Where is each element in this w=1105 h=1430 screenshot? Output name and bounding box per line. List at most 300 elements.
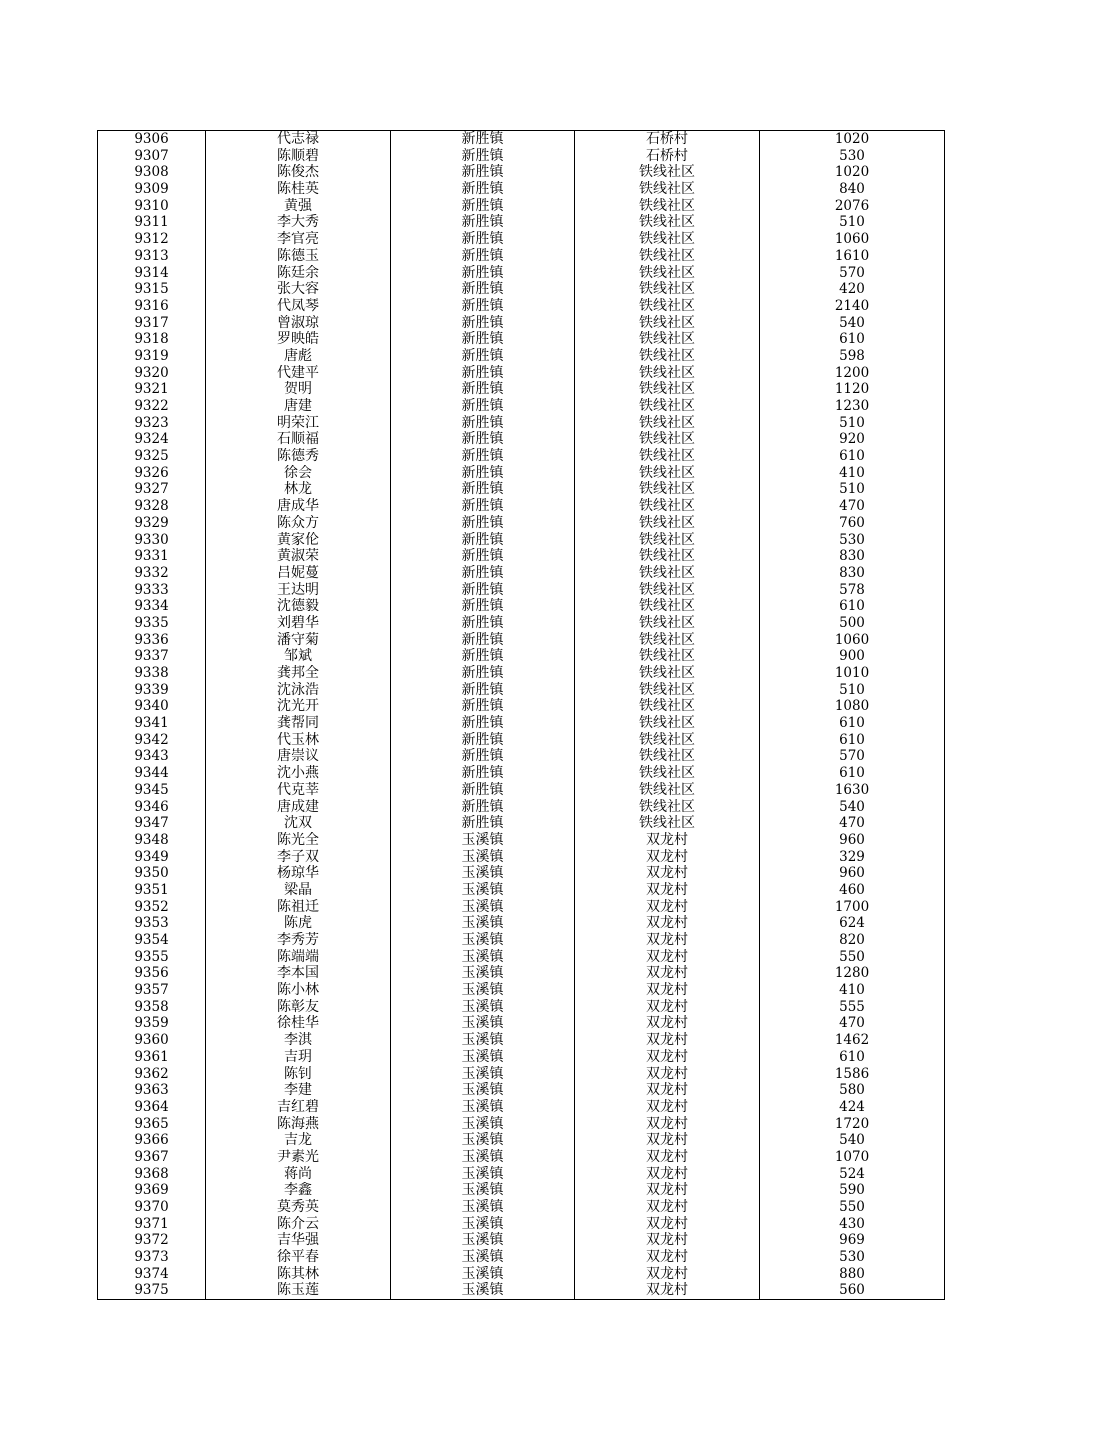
- cell-amount: 1462: [760, 1032, 945, 1049]
- table-row: [98, 832, 945, 849]
- cell-amount: 1586: [760, 1066, 945, 1083]
- cell-id: 9339: [98, 682, 206, 699]
- table-row: [98, 682, 945, 699]
- cell-community: 双龙村: [575, 1032, 760, 1049]
- cell-name: 梁晶: [206, 882, 391, 899]
- cell-amount: 510: [760, 415, 945, 432]
- table-row: [98, 782, 945, 799]
- cell-name: 唐崇议: [206, 748, 391, 765]
- table-row: [98, 431, 945, 448]
- cell-id: 9334: [98, 598, 206, 615]
- cell-id: 9315: [98, 281, 206, 298]
- cell-id: 9309: [98, 181, 206, 198]
- cell-town: 玉溪镇: [391, 1116, 575, 1133]
- cell-community: 双龙村: [575, 1149, 760, 1166]
- cell-town: 新胜镇: [391, 398, 575, 415]
- cell-town: 玉溪镇: [391, 849, 575, 866]
- cell-community: 双龙村: [575, 1099, 760, 1116]
- cell-amount: 1630: [760, 782, 945, 799]
- cell-amount: 550: [760, 949, 945, 966]
- cell-town: 新胜镇: [391, 281, 575, 298]
- table-row: [98, 1132, 945, 1149]
- cell-town: 新胜镇: [391, 698, 575, 715]
- cell-id: 9330: [98, 532, 206, 549]
- cell-id: 9344: [98, 765, 206, 782]
- cell-amount: 460: [760, 882, 945, 899]
- cell-id: 9372: [98, 1232, 206, 1249]
- cell-town: 玉溪镇: [391, 1282, 575, 1299]
- table-row: [98, 882, 945, 899]
- cell-amount: 410: [760, 465, 945, 482]
- cell-town: 新胜镇: [391, 331, 575, 348]
- cell-town: 玉溪镇: [391, 999, 575, 1016]
- cell-name: 代志禄: [206, 131, 391, 148]
- table-row: [98, 1049, 945, 1066]
- cell-amount: 760: [760, 515, 945, 532]
- table-body: [98, 131, 945, 1300]
- table-row: [98, 732, 945, 749]
- cell-community: 双龙村: [575, 982, 760, 999]
- cell-amount: 1010: [760, 665, 945, 682]
- cell-town: 玉溪镇: [391, 1182, 575, 1199]
- cell-id: 9314: [98, 265, 206, 282]
- cell-name: 李建: [206, 1082, 391, 1099]
- cell-town: 新胜镇: [391, 181, 575, 198]
- cell-town: 玉溪镇: [391, 982, 575, 999]
- cell-town: 新胜镇: [391, 148, 575, 165]
- cell-amount: 1720: [760, 1116, 945, 1133]
- cell-id: 9322: [98, 398, 206, 415]
- cell-name: 贺明: [206, 381, 391, 398]
- cell-community: 铁线社区: [575, 398, 760, 415]
- cell-amount: 530: [760, 148, 945, 165]
- table-row: [98, 632, 945, 649]
- cell-town: 新胜镇: [391, 765, 575, 782]
- cell-community: 铁线社区: [575, 198, 760, 215]
- cell-community: 铁线社区: [575, 815, 760, 832]
- cell-name: 陈介云: [206, 1216, 391, 1233]
- cell-community: 铁线社区: [575, 698, 760, 715]
- table-row: [98, 1282, 945, 1299]
- cell-name: 杨琼华: [206, 865, 391, 882]
- cell-id: 9319: [98, 348, 206, 365]
- cell-community: 双龙村: [575, 1249, 760, 1266]
- cell-community: 铁线社区: [575, 181, 760, 198]
- table-row: [98, 1082, 945, 1099]
- cell-community: 铁线社区: [575, 281, 760, 298]
- cell-town: 新胜镇: [391, 381, 575, 398]
- cell-id: 9348: [98, 832, 206, 849]
- cell-id: 9325: [98, 448, 206, 465]
- cell-town: 玉溪镇: [391, 1232, 575, 1249]
- cell-town: 新胜镇: [391, 365, 575, 382]
- cell-community: 铁线社区: [575, 582, 760, 599]
- cell-community: 铁线社区: [575, 665, 760, 682]
- cell-amount: 830: [760, 548, 945, 565]
- table-row: [98, 198, 945, 215]
- cell-community: 双龙村: [575, 1182, 760, 1199]
- cell-name: 李淇: [206, 1032, 391, 1049]
- cell-name: 张大容: [206, 281, 391, 298]
- cell-community: 双龙村: [575, 1282, 760, 1299]
- cell-id: 9341: [98, 715, 206, 732]
- table-row: [98, 465, 945, 482]
- cell-amount: 900: [760, 648, 945, 665]
- cell-town: 玉溪镇: [391, 1049, 575, 1066]
- table-row: [98, 365, 945, 382]
- cell-id: 9354: [98, 932, 206, 949]
- cell-community: 铁线社区: [575, 448, 760, 465]
- cell-name: 沈泳浩: [206, 682, 391, 699]
- cell-amount: 1230: [760, 398, 945, 415]
- cell-name: 潘守菊: [206, 632, 391, 649]
- table-row: [98, 1015, 945, 1032]
- cell-amount: 590: [760, 1182, 945, 1199]
- cell-id: 9307: [98, 148, 206, 165]
- table-row: [98, 748, 945, 765]
- cell-id: 9338: [98, 665, 206, 682]
- cell-town: 新胜镇: [391, 481, 575, 498]
- cell-community: 铁线社区: [575, 164, 760, 181]
- table-row: [98, 265, 945, 282]
- cell-id: 9364: [98, 1099, 206, 1116]
- cell-name: 明荣江: [206, 415, 391, 432]
- cell-amount: 470: [760, 498, 945, 515]
- table-row: [98, 481, 945, 498]
- table-row: [98, 1149, 945, 1166]
- cell-amount: 578: [760, 582, 945, 599]
- cell-name: 沈光开: [206, 698, 391, 715]
- table-row: [98, 315, 945, 332]
- cell-community: 铁线社区: [575, 248, 760, 265]
- cell-community: 双龙村: [575, 915, 760, 932]
- table-row: [98, 799, 945, 816]
- cell-name: 徐桂华: [206, 1015, 391, 1032]
- table-row: [98, 1166, 945, 1183]
- cell-town: 玉溪镇: [391, 1216, 575, 1233]
- table-row: [98, 598, 945, 615]
- cell-amount: 1120: [760, 381, 945, 398]
- cell-id: 9324: [98, 431, 206, 448]
- cell-community: 铁线社区: [575, 481, 760, 498]
- cell-id: 9310: [98, 198, 206, 215]
- cell-amount: 610: [760, 1049, 945, 1066]
- cell-id: 9373: [98, 1249, 206, 1266]
- cell-name: 陈祖迁: [206, 899, 391, 916]
- cell-amount: 610: [760, 765, 945, 782]
- cell-name: 吉红碧: [206, 1099, 391, 1116]
- cell-name: 黄家伦: [206, 532, 391, 549]
- cell-amount: 598: [760, 348, 945, 365]
- cell-community: 铁线社区: [575, 732, 760, 749]
- cell-name: 莫秀英: [206, 1199, 391, 1216]
- cell-town: 新胜镇: [391, 648, 575, 665]
- cell-town: 新胜镇: [391, 598, 575, 615]
- cell-town: 玉溪镇: [391, 865, 575, 882]
- table-row: [98, 515, 945, 532]
- table-row: [98, 348, 945, 365]
- table-row: [98, 1216, 945, 1233]
- cell-town: 新胜镇: [391, 498, 575, 515]
- cell-community: 双龙村: [575, 1116, 760, 1133]
- cell-town: 玉溪镇: [391, 1266, 575, 1283]
- cell-community: 双龙村: [575, 899, 760, 916]
- cell-id: 9369: [98, 1182, 206, 1199]
- table-row: [98, 148, 945, 165]
- cell-name: 陈钊: [206, 1066, 391, 1083]
- cell-id: 9313: [98, 248, 206, 265]
- cell-town: 玉溪镇: [391, 932, 575, 949]
- cell-community: 铁线社区: [575, 598, 760, 615]
- cell-town: 新胜镇: [391, 315, 575, 332]
- cell-amount: 530: [760, 1249, 945, 1266]
- cell-town: 玉溪镇: [391, 965, 575, 982]
- cell-name: 唐成建: [206, 799, 391, 816]
- cell-id: 9328: [98, 498, 206, 515]
- cell-community: 铁线社区: [575, 381, 760, 398]
- cell-name: 陈彰友: [206, 999, 391, 1016]
- cell-amount: 510: [760, 481, 945, 498]
- cell-name: 陈廷余: [206, 265, 391, 282]
- cell-town: 新胜镇: [391, 164, 575, 181]
- cell-amount: 960: [760, 832, 945, 849]
- cell-name: 代凤琴: [206, 298, 391, 315]
- table-row: [98, 131, 945, 148]
- cell-amount: 920: [760, 431, 945, 448]
- cell-town: 新胜镇: [391, 265, 575, 282]
- cell-name: 吉龙: [206, 1132, 391, 1149]
- cell-id: 9311: [98, 214, 206, 231]
- table-row: [98, 615, 945, 632]
- cell-amount: 540: [760, 1132, 945, 1149]
- cell-town: 玉溪镇: [391, 1149, 575, 1166]
- cell-community: 双龙村: [575, 1049, 760, 1066]
- cell-name: 沈小燕: [206, 765, 391, 782]
- cell-amount: 500: [760, 615, 945, 632]
- cell-community: 双龙村: [575, 849, 760, 866]
- table-row: [98, 1249, 945, 1266]
- cell-town: 新胜镇: [391, 615, 575, 632]
- cell-amount: 570: [760, 748, 945, 765]
- cell-community: 双龙村: [575, 865, 760, 882]
- cell-id: 9332: [98, 565, 206, 582]
- cell-name: 沈德毅: [206, 598, 391, 615]
- cell-name: 陈桂英: [206, 181, 391, 198]
- cell-town: 玉溪镇: [391, 1132, 575, 1149]
- cell-name: 黄淑荣: [206, 548, 391, 565]
- cell-amount: 610: [760, 331, 945, 348]
- cell-name: 刘碧华: [206, 615, 391, 632]
- cell-name: 代克莘: [206, 782, 391, 799]
- cell-amount: 329: [760, 849, 945, 866]
- cell-town: 新胜镇: [391, 298, 575, 315]
- cell-id: 9331: [98, 548, 206, 565]
- cell-id: 9306: [98, 131, 206, 148]
- table-row: [98, 1266, 945, 1283]
- cell-id: 9368: [98, 1166, 206, 1183]
- cell-community: 双龙村: [575, 1216, 760, 1233]
- cell-id: 9336: [98, 632, 206, 649]
- cell-community: 铁线社区: [575, 715, 760, 732]
- cell-amount: 550: [760, 1199, 945, 1216]
- table-row: [98, 548, 945, 565]
- cell-id: 9374: [98, 1266, 206, 1283]
- cell-town: 新胜镇: [391, 448, 575, 465]
- table-row: [98, 899, 945, 916]
- cell-community: 双龙村: [575, 1232, 760, 1249]
- cell-community: 铁线社区: [575, 465, 760, 482]
- cell-id: 9320: [98, 365, 206, 382]
- cell-community: 铁线社区: [575, 765, 760, 782]
- cell-community: 双龙村: [575, 832, 760, 849]
- cell-town: 新胜镇: [391, 248, 575, 265]
- cell-name: 代建平: [206, 365, 391, 382]
- cell-id: 9346: [98, 799, 206, 816]
- cell-town: 玉溪镇: [391, 915, 575, 932]
- cell-id: 9318: [98, 331, 206, 348]
- cell-town: 新胜镇: [391, 632, 575, 649]
- cell-town: 新胜镇: [391, 748, 575, 765]
- cell-id: 9317: [98, 315, 206, 332]
- cell-name: 吕妮蔓: [206, 565, 391, 582]
- cell-amount: 610: [760, 715, 945, 732]
- cell-amount: 1060: [760, 231, 945, 248]
- cell-amount: 580: [760, 1082, 945, 1099]
- cell-amount: 540: [760, 315, 945, 332]
- cell-name: 沈双: [206, 815, 391, 832]
- cell-community: 双龙村: [575, 949, 760, 966]
- cell-name: 陈德秀: [206, 448, 391, 465]
- cell-community: 双龙村: [575, 1266, 760, 1283]
- cell-amount: 530: [760, 532, 945, 549]
- table-row: [98, 398, 945, 415]
- cell-community: 铁线社区: [575, 265, 760, 282]
- cell-name: 吉玥: [206, 1049, 391, 1066]
- cell-amount: 1020: [760, 164, 945, 181]
- table-row: [98, 281, 945, 298]
- cell-community: 双龙村: [575, 1066, 760, 1083]
- cell-amount: 510: [760, 214, 945, 231]
- table-row: [98, 932, 945, 949]
- cell-id: 9340: [98, 698, 206, 715]
- cell-id: 9366: [98, 1132, 206, 1149]
- cell-name: 陈俊杰: [206, 164, 391, 181]
- table-row: [98, 415, 945, 432]
- cell-town: 新胜镇: [391, 532, 575, 549]
- cell-town: 新胜镇: [391, 515, 575, 532]
- cell-amount: 969: [760, 1232, 945, 1249]
- cell-community: 双龙村: [575, 1132, 760, 1149]
- cell-id: 9367: [98, 1149, 206, 1166]
- cell-name: 陈光全: [206, 832, 391, 849]
- cell-name: 陈端端: [206, 949, 391, 966]
- table-row: [98, 164, 945, 181]
- cell-id: 9327: [98, 481, 206, 498]
- table-row: [98, 498, 945, 515]
- cell-name: 李鑫: [206, 1182, 391, 1199]
- data-table: [97, 130, 945, 1300]
- cell-community: 石桥村: [575, 131, 760, 148]
- cell-name: 李本国: [206, 965, 391, 982]
- cell-name: 吉华强: [206, 1232, 391, 1249]
- cell-town: 玉溪镇: [391, 949, 575, 966]
- cell-amount: 624: [760, 915, 945, 932]
- cell-name: 石顺福: [206, 431, 391, 448]
- cell-amount: 570: [760, 265, 945, 282]
- table-row: [98, 665, 945, 682]
- cell-amount: 880: [760, 1266, 945, 1283]
- cell-amount: 1080: [760, 698, 945, 715]
- cell-name: 尹素光: [206, 1149, 391, 1166]
- cell-town: 新胜镇: [391, 465, 575, 482]
- cell-id: 9323: [98, 415, 206, 432]
- cell-community: 铁线社区: [575, 298, 760, 315]
- table-row: [98, 982, 945, 999]
- cell-name: 王达明: [206, 582, 391, 599]
- cell-id: 9362: [98, 1066, 206, 1083]
- cell-town: 玉溪镇: [391, 832, 575, 849]
- table-row: [98, 331, 945, 348]
- table-row: [98, 999, 945, 1016]
- cell-amount: 1200: [760, 365, 945, 382]
- cell-name: 徐平春: [206, 1249, 391, 1266]
- table-row: [98, 965, 945, 982]
- cell-name: 曾淑琼: [206, 315, 391, 332]
- cell-name: 陈海燕: [206, 1116, 391, 1133]
- cell-community: 双龙村: [575, 1082, 760, 1099]
- cell-id: 9363: [98, 1082, 206, 1099]
- table-row: [98, 648, 945, 665]
- cell-community: 铁线社区: [575, 415, 760, 432]
- cell-community: 双龙村: [575, 1199, 760, 1216]
- cell-id: 9375: [98, 1282, 206, 1299]
- cell-id: 9316: [98, 298, 206, 315]
- table-row: [98, 1182, 945, 1199]
- cell-town: 玉溪镇: [391, 899, 575, 916]
- cell-community: 石桥村: [575, 148, 760, 165]
- cell-name: 龚帮同: [206, 715, 391, 732]
- cell-amount: 1610: [760, 248, 945, 265]
- cell-amount: 560: [760, 1282, 945, 1299]
- cell-id: 9365: [98, 1116, 206, 1133]
- cell-town: 玉溪镇: [391, 1249, 575, 1266]
- cell-id: 9351: [98, 882, 206, 899]
- cell-amount: 2140: [760, 298, 945, 315]
- cell-town: 玉溪镇: [391, 882, 575, 899]
- cell-community: 铁线社区: [575, 348, 760, 365]
- cell-community: 铁线社区: [575, 315, 760, 332]
- cell-amount: 1060: [760, 632, 945, 649]
- cell-amount: 840: [760, 181, 945, 198]
- table-row: [98, 181, 945, 198]
- cell-name: 林龙: [206, 481, 391, 498]
- cell-id: 9335: [98, 615, 206, 632]
- cell-community: 铁线社区: [575, 548, 760, 565]
- cell-community: 双龙村: [575, 965, 760, 982]
- table-row: [98, 1032, 945, 1049]
- cell-town: 新胜镇: [391, 198, 575, 215]
- cell-amount: 610: [760, 732, 945, 749]
- cell-name: 陈其林: [206, 1266, 391, 1283]
- table-row: [98, 532, 945, 549]
- cell-id: 9360: [98, 1032, 206, 1049]
- cell-town: 新胜镇: [391, 415, 575, 432]
- cell-community: 铁线社区: [575, 214, 760, 231]
- cell-amount: 1070: [760, 1149, 945, 1166]
- cell-id: 9326: [98, 465, 206, 482]
- cell-town: 新胜镇: [391, 682, 575, 699]
- cell-community: 铁线社区: [575, 565, 760, 582]
